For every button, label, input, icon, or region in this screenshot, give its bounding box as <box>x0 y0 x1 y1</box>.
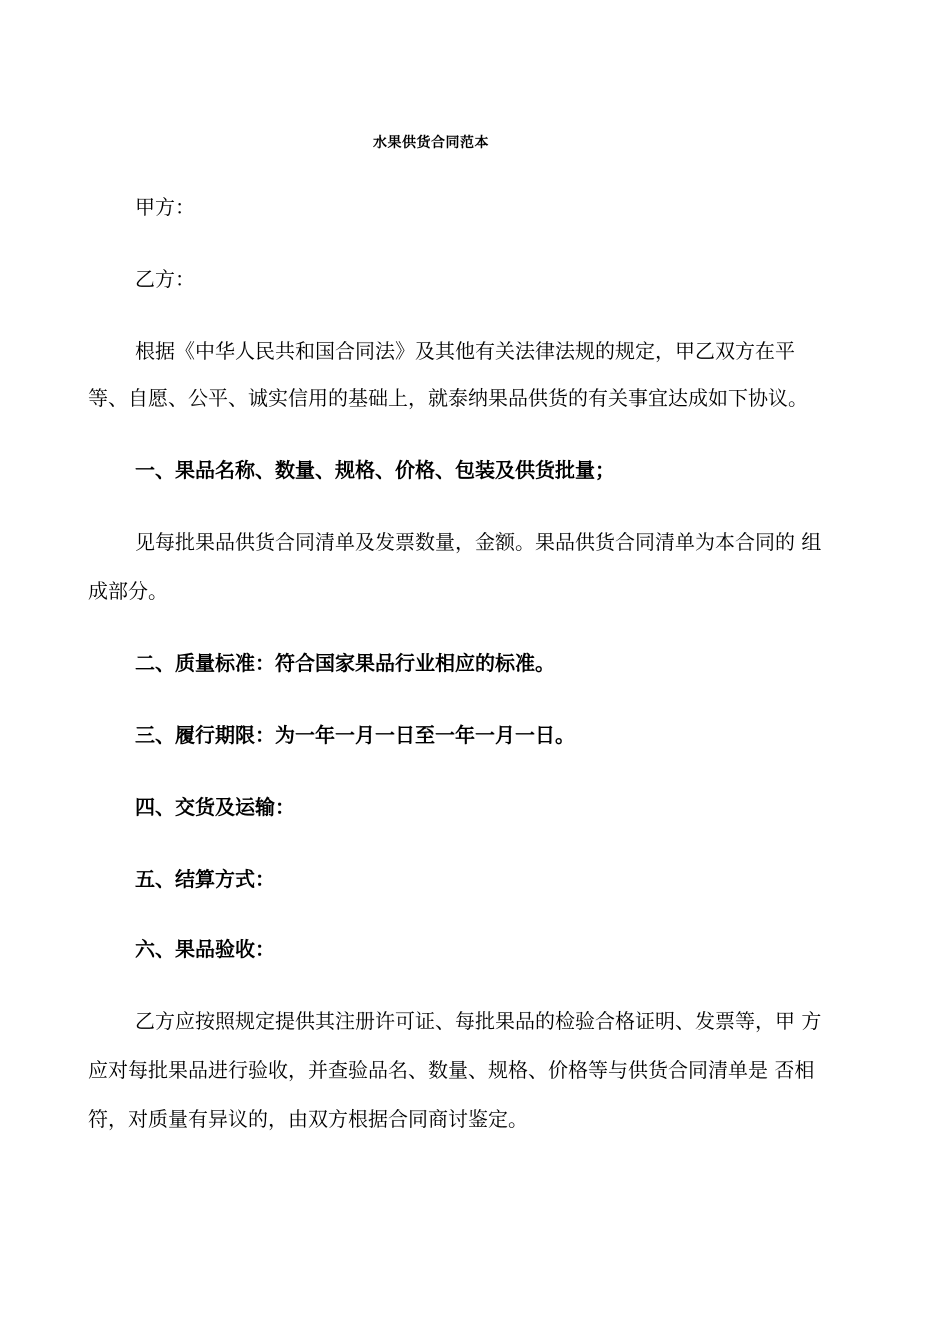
party-b-label: 乙方： <box>135 267 195 291</box>
section-1-line-1: 见每批果品供货合同清单及发票数量，金额。果品供货合同清单为本合同的 组 <box>135 530 822 554</box>
section-6-line-2: 应对每批果品进行验收，并查验品名、数量、规格、价格等与供货合同清单是 否相 <box>88 1058 815 1082</box>
section-6-heading: 六、果品验收： <box>135 937 275 961</box>
section-6-line-3: 符，对质量有异议的，由双方根据合同商讨鉴定。 <box>88 1107 528 1131</box>
document-title: 水果供货合同范本 <box>373 135 489 151</box>
section-4-heading: 四、交货及运输： <box>135 795 295 819</box>
section-1-line-2: 成部分。 <box>88 579 168 603</box>
section-2-heading: 二、质量标准：符合国家果品行业相应的标准。 <box>135 651 555 675</box>
intro-line-1: 根据《中华人民共和国合同法》及其他有关法律法规的规定，甲乙双方在平 <box>135 339 795 363</box>
section-3-heading: 三、履行期限：为一年一月一日至一年一月一日。 <box>135 723 575 747</box>
section-5-heading: 五、结算方式： <box>135 867 275 891</box>
party-a-label: 甲方： <box>135 195 195 219</box>
intro-line-2: 等、自愿、公平、诚实信用的基础上，就泰纳果品供货的有关事宜达成如下协议。 <box>88 386 808 410</box>
section-6-line-1: 乙方应按照规定提供其注册许可证、每批果品的检验合格证明、发票等，甲 方 <box>135 1009 822 1033</box>
section-1-heading: 一、果品名称、数量、规格、价格、包装及供货批量； <box>135 458 615 482</box>
